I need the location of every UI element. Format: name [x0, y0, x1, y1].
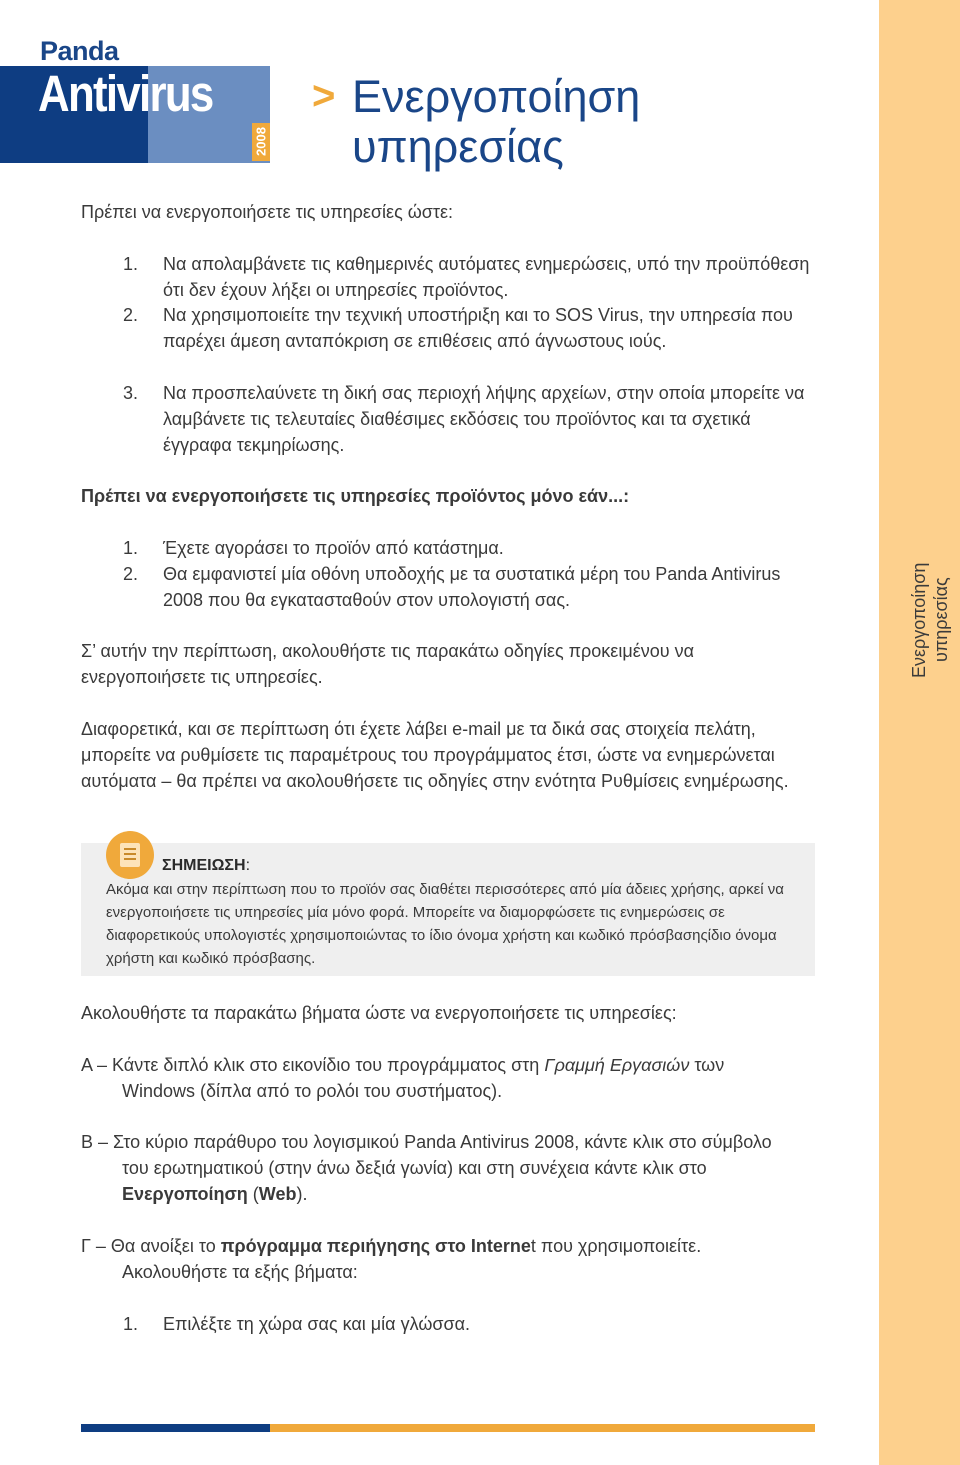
- side-section-label: [895, 560, 960, 680]
- reason-item: [123, 251, 823, 303]
- title-line1: Ενεργοποίηση: [352, 71, 641, 122]
- note-heading: ΣΗΜΕΙΩΣΗ:: [162, 857, 251, 874]
- condition-number: 2.: [123, 564, 139, 584]
- steps-intro: Ακολουθήστε τα παρακάτω βήματα ώστε να ενεργοποιήσετε τις υπηρεσίες:: [81, 1003, 677, 1023]
- only-if-heading: Πρέπει να ενεργοποιήσετε τις υπηρεσίες προϊόντος μόνο εάν...:: [81, 486, 630, 506]
- logo-product: Antivirus: [38, 65, 213, 122]
- step-c: Γ – Θα ανοίξει το πρόγραμμα περιήγησης στο Internet που χρησιμοποιείτε. Ακολουθήστε τα εξής βήματα:: [81, 1236, 702, 1282]
- step-a: A – Κάντε διπλό κλικ στο εικονίδιο του προγράμματος στη Γραμμή Εργασιών των Windows (δίπλα από το ρολόι του συστήματος).: [81, 1055, 725, 1101]
- condition-number: 1.: [123, 538, 139, 558]
- condition-item: [123, 535, 823, 561]
- final-step-number: 1.: [123, 1314, 139, 1334]
- side-label-line2: υπηρεσίας: [931, 577, 951, 663]
- reason-text: Να απολαμβάνετε τις καθημερινές αυτόματες ενημερώσεις, υπό την προϋπόθεση ότι δεν έχουν λήξει οι υπηρεσίες προϊόντος.: [163, 254, 810, 300]
- logo-year-badge: [252, 123, 270, 161]
- intro-text: Πρέπει να ενεργοποιήσετε τις υπηρεσίες ώστε:: [81, 202, 454, 222]
- panda-antivirus-logo: [0, 0, 270, 163]
- otherwise-text: Διαφορετικά, και σε περίπτωση ότι έχετε λάβει e-mail με τα δικά σας στοιχεία πελάτη, μπορείτε να ρυθμίσετε τις παραμέτρους του προγράμματος έτσι, ώστε να ενημερώνεται αυτόματα – θα πρέπει να ακολουθήσετε τις οδηγίες στην ενότητα Ρυθμίσεις ενημέρωσης.: [81, 719, 789, 791]
- reason-item: [123, 380, 823, 458]
- note-body: Ακόμα και στην περίπτωση που το προϊόν σας διαθέτει περισσότερες από μία άδειες χρήσης, αρκεί να ενεργοποιήσετε τις υπηρεσίες μία μόνο φορά. Μπορείτε να διαμορφώσετε τις ενημερώσεις σε διαφορετικούς υπολογιστές χρησιμοποιώντας το ίδιο όνομα χρήστη και κωδικό πρόσβασηςίδιο όνομα χρήστη και κωδικό πρόσβασης.: [106, 881, 784, 967]
- note-icon: [106, 831, 154, 879]
- page-title: [352, 72, 640, 172]
- reason-number: 3.: [123, 383, 139, 403]
- condition-item: [123, 561, 783, 613]
- final-step-text: Επιλέξτε τη χώρα σας και μία γλώσσα.: [163, 1314, 470, 1334]
- reason-item: [123, 302, 823, 354]
- footer-bar-blue: [81, 1424, 270, 1432]
- side-label-line1: Ενεργοποίηση: [909, 562, 929, 678]
- reason-number: 2.: [123, 305, 139, 325]
- condition-text: Έχετε αγοράσει το προϊόν από κατάστημα.: [163, 538, 504, 558]
- document-icon: [120, 843, 140, 867]
- in-this-case-text: Σ’ αυτήν την περίπτωση, ακολουθήστε τις παρακάτω οδηγίες προκειμένου να ενεργοποιήσετε τις υπηρεσίες.: [81, 641, 694, 687]
- logo-brand: Panda: [40, 36, 119, 66]
- reason-text: Να χρησιμοποιείτε την τεχνική υποστήριξη και το SOS Virus, την υπηρεσία που παρέχει άμεση ανταπόκριση σε επιθέσεις από άγνωστους ιούς.: [163, 305, 793, 351]
- reason-number: 1.: [123, 254, 139, 274]
- reason-text: Να προσπελαύνετε τη δική σας περιοχή λήψης αρχείων, στην οποία μπορείτε να λαμβάνετε τις τελευταίες διαθέσιμες εκδόσεις του προϊόντος και τα σχετικά έγγραφα τεκμηρίωσης.: [163, 383, 805, 455]
- final-step-item: [123, 1311, 823, 1337]
- condition-text: Θα εμφανιστεί μία οθόνη υποδοχής με τα συστατικά μέρη του Panda Antivirus 2008 που θα εγκατασταθούν στον υπολογιστή σας.: [163, 564, 781, 610]
- footer-bar-orange: [270, 1424, 815, 1432]
- title-arrow-icon: >: [312, 74, 336, 118]
- logo-year: 2008: [253, 127, 269, 157]
- step-b: B – Στο κύριο παράθυρο του λογισμικού Panda Antivirus 2008, κάντε κλικ στο σύμβολο του ερωτηματικού (στην άνω δεξιά γωνία) και στη συνέχεια κάντε κλικ στο Ενεργοποίηση (Web).: [81, 1132, 772, 1204]
- title-line2: υπηρεσίας: [352, 121, 564, 172]
- side-band: [879, 0, 960, 1465]
